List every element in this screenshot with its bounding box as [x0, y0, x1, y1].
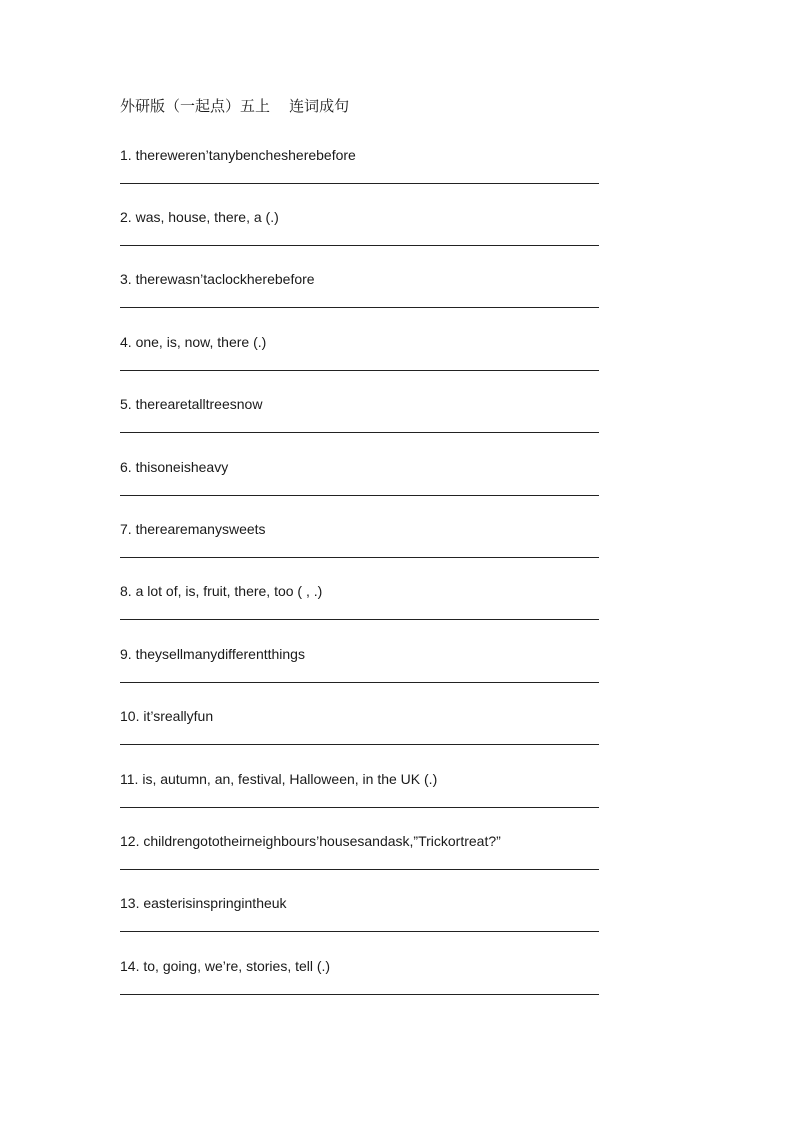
- question-item: [120, 270, 600, 330]
- answer-line[interactable]: [120, 807, 599, 808]
- question-item: [120, 894, 600, 954]
- question-text: easterisinspringintheuk: [143, 895, 287, 911]
- question-item: [120, 208, 600, 268]
- question-item: [120, 770, 600, 830]
- worksheet-title: 外研版（一起点）五上 连词成句: [120, 97, 350, 115]
- question-prompt: [120, 832, 501, 850]
- question-text: theysellmanydifferentthings: [135, 646, 305, 662]
- question-number: 10.: [120, 708, 140, 724]
- question-number: 14.: [120, 958, 140, 974]
- answer-line[interactable]: [120, 994, 599, 995]
- question-item: [120, 645, 600, 705]
- question-prompt: [120, 458, 228, 476]
- question-prompt: [120, 645, 305, 663]
- question-prompt: [120, 333, 266, 351]
- question-text: therearetalltreesnow: [135, 396, 263, 412]
- question-prompt: [120, 208, 279, 226]
- question-text: one, is, now, there (.): [135, 334, 267, 350]
- question-number: 9.: [120, 646, 132, 662]
- question-number: 4.: [120, 334, 132, 350]
- question-text: it’sreallyfun: [143, 708, 214, 724]
- question-text: was, house, there, a (.): [135, 209, 279, 225]
- question-item: [120, 520, 600, 580]
- question-text: to, going, we’re, stories, tell (.): [143, 958, 331, 974]
- question-item: [120, 458, 600, 518]
- question-item: [120, 146, 600, 206]
- question-item: [120, 333, 600, 393]
- answer-line[interactable]: [120, 307, 599, 308]
- question-number: 8.: [120, 583, 132, 599]
- question-prompt: [120, 894, 287, 912]
- question-prompt: [120, 770, 437, 788]
- question-prompt: [120, 395, 262, 413]
- question-prompt: [120, 520, 266, 538]
- answer-line[interactable]: [120, 183, 599, 184]
- question-item: [120, 395, 600, 455]
- answer-line[interactable]: [120, 931, 599, 932]
- question-text: therearemanysweets: [135, 521, 266, 537]
- question-number: 7.: [120, 521, 132, 537]
- question-text: therewasn’taclockherebefore: [135, 271, 315, 287]
- question-text: childrengototheirneighbours’housesandask,”Trickortreat?”: [143, 833, 501, 849]
- question-number: 1.: [120, 147, 132, 163]
- answer-line[interactable]: [120, 245, 599, 246]
- question-number: 11.: [120, 771, 139, 787]
- question-prompt: [120, 582, 322, 600]
- question-number: 2.: [120, 209, 132, 225]
- question-number: 5.: [120, 396, 132, 412]
- answer-line[interactable]: [120, 619, 599, 620]
- answer-line[interactable]: [120, 682, 599, 683]
- answer-line[interactable]: [120, 495, 599, 496]
- question-text: thisoneisheavy: [135, 459, 229, 475]
- answer-line[interactable]: [120, 869, 599, 870]
- answer-line[interactable]: [120, 432, 599, 433]
- question-item: [120, 707, 600, 767]
- question-number: 6.: [120, 459, 132, 475]
- question-prompt: [120, 270, 315, 288]
- question-item: [120, 582, 600, 642]
- question-prompt: [120, 146, 356, 164]
- question-text: thereweren’tanybenchesherebefore: [135, 147, 356, 163]
- answer-line[interactable]: [120, 370, 599, 371]
- question-prompt: [120, 707, 213, 725]
- question-text: is, autumn, an, festival, Halloween, in the UK (.): [142, 771, 438, 787]
- question-prompt: [120, 957, 330, 975]
- question-item: [120, 832, 600, 892]
- answer-line[interactable]: [120, 557, 599, 558]
- question-text: a lot of, is, fruit, there, too ( , .): [135, 583, 323, 599]
- question-number: 3.: [120, 271, 132, 287]
- question-number: 13.: [120, 895, 140, 911]
- question-number: 12.: [120, 833, 140, 849]
- answer-line[interactable]: [120, 744, 599, 745]
- question-item: [120, 957, 600, 1017]
